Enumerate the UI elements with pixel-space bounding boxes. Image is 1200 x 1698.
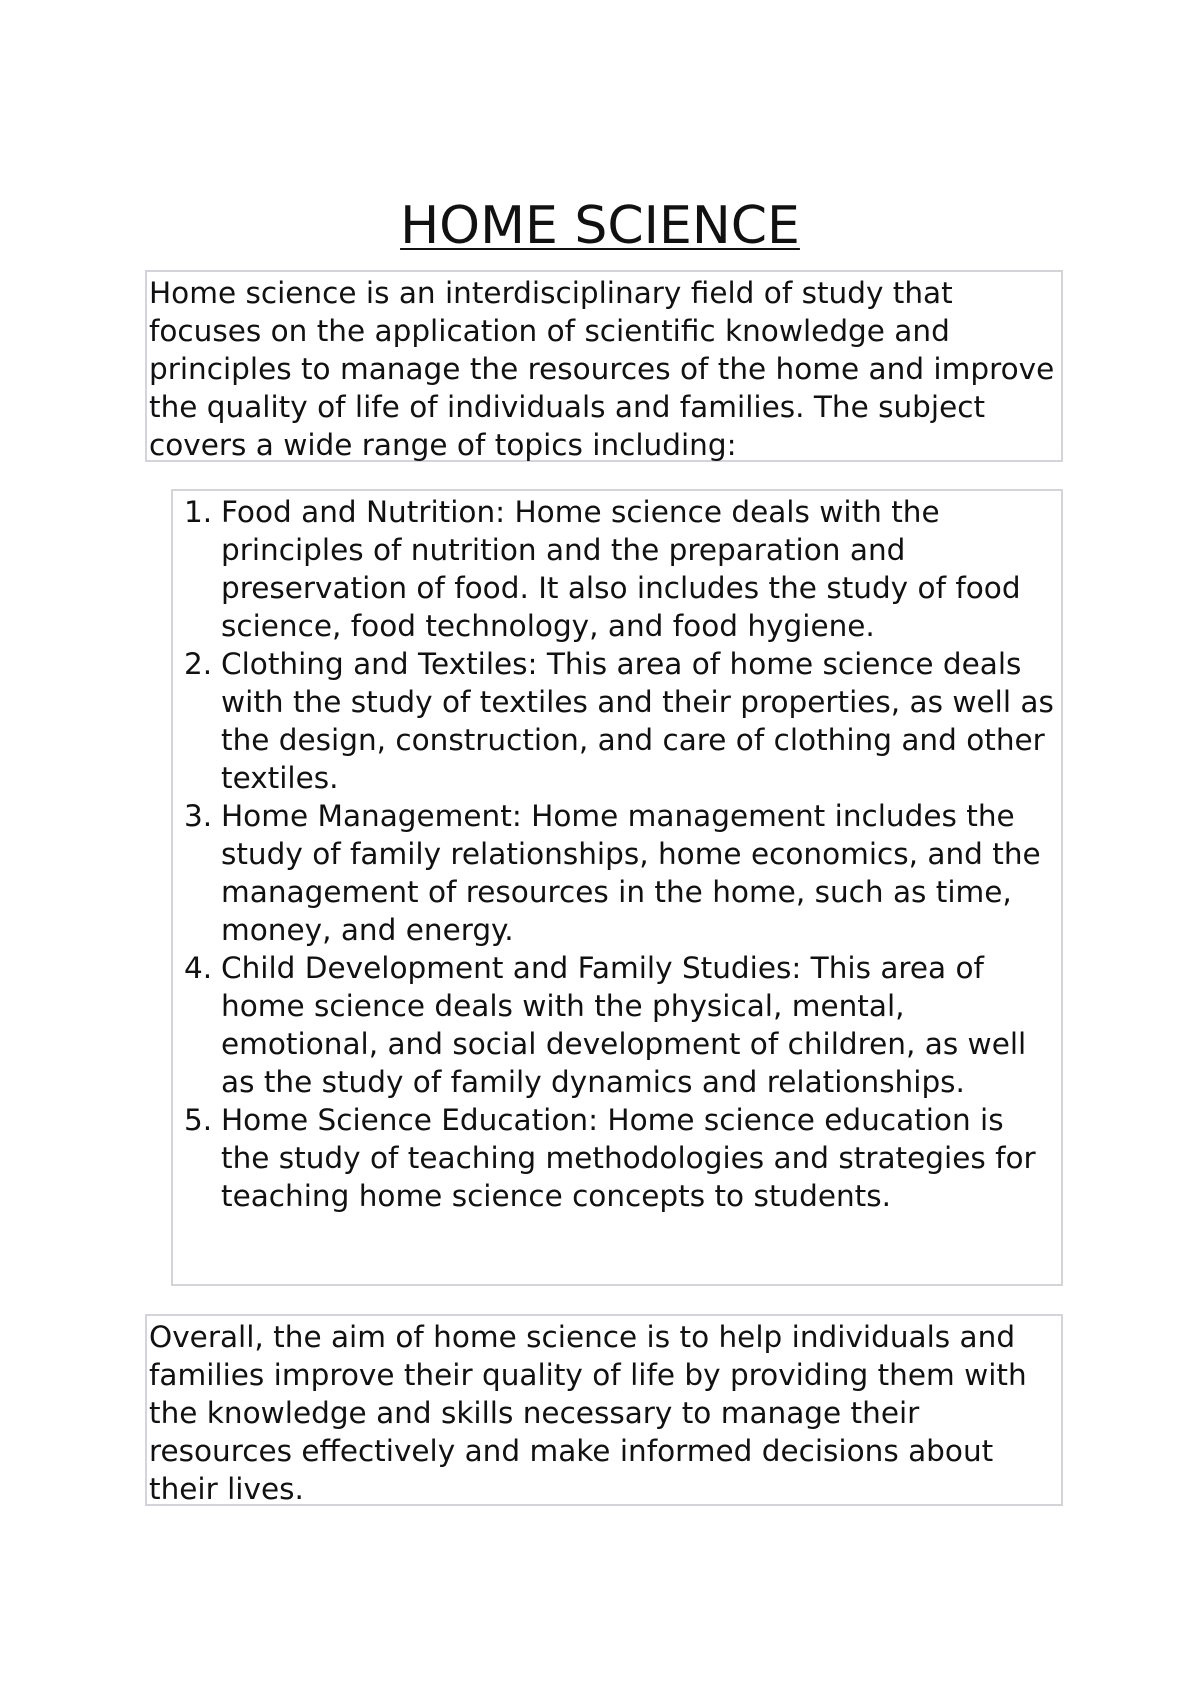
- intro-paragraph: Home science is an interdisciplinary field of study that focuses on the application of scientific knowledge and principles to manage the resources of the home and improve the quality of life of individuals and families. The subject covers a wide range of topics including:: [149, 276, 1055, 462]
- list-item: [173, 949, 1061, 1101]
- intro-text-box: [145, 270, 1063, 462]
- topics-list-box: [171, 489, 1063, 1286]
- list-item: [173, 1101, 1061, 1215]
- list-item-number: 1.: [184, 495, 213, 529]
- list-item: [173, 493, 1061, 645]
- list-item-text: Home Management: Home management includes the study of family relationships, home economics, and the management of resources in the home, such as time, money, and energy.: [221, 799, 1041, 947]
- list-item: [173, 797, 1061, 949]
- list-item-number: 5.: [184, 1103, 213, 1137]
- list-item-text: Clothing and Textiles: This area of home science deals with the study of textiles and their properties, as well as the design, construction, and care of clothing and other textiles.: [221, 647, 1054, 795]
- closing-text-box: [145, 1314, 1063, 1506]
- list-item-text: Child Development and Family Studies: This area of home science deals with the physical, mental, emotional, and social development of children, as well as the study of family dynamics and relationships.: [221, 951, 1027, 1099]
- list-item-number: 2.: [184, 647, 213, 681]
- list-item-text: Home Science Education: Home science education is the study of teaching methodologies and strategies for teaching home science concepts to students.: [221, 1103, 1036, 1213]
- page-title: HOME SCIENCE: [400, 196, 800, 256]
- topics-list: [173, 493, 1061, 1215]
- closing-paragraph: Overall, the aim of home science is to help individuals and families improve their quality of life by providing them with the knowledge and skills necessary to manage their resources effectively and make informed decisions about their lives.: [149, 1320, 1027, 1506]
- list-item-text: Food and Nutrition: Home science deals with the principles of nutrition and the preparation and preservation of food. It also includes the study of food science, food technology, and food hygiene.: [221, 495, 1021, 643]
- list-item-number: 4.: [184, 951, 213, 985]
- list-item: [173, 645, 1061, 797]
- list-item-number: 3.: [184, 799, 213, 833]
